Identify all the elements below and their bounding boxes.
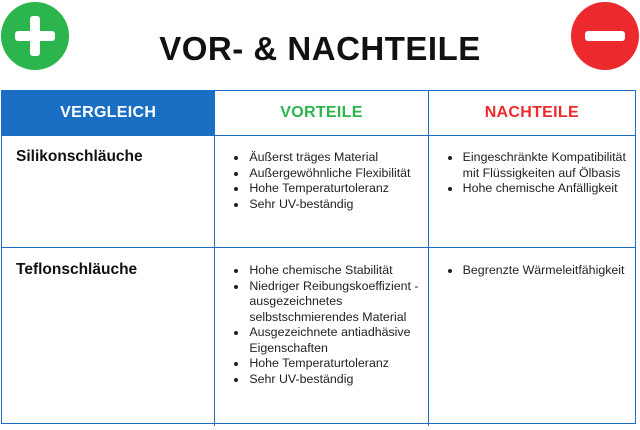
list-item: Ausgezeichnete antiadhäsive Eigenschaften bbox=[233, 325, 423, 356]
header-cons bbox=[428, 91, 635, 135]
list-item: Begrenzte Wärmeleitfähigkeit bbox=[447, 263, 631, 279]
pros-list bbox=[233, 150, 423, 212]
header-pros bbox=[214, 91, 427, 135]
header-cons-label: NACHTEILE bbox=[484, 104, 579, 121]
list-item: Äußerst träges Material bbox=[233, 150, 423, 166]
list-item: Niedriger Reibungskoeffizient - ausgezeichnetes selbstschmierendes Material bbox=[233, 279, 423, 326]
list-item: Sehr UV-beständig bbox=[233, 372, 423, 388]
header-pros-label: VORTEILE bbox=[280, 104, 363, 121]
list-item: Außergewöhnliche Flexibilität bbox=[233, 166, 423, 182]
comparison-table bbox=[1, 90, 636, 424]
list-item: Hohe chemische Stabilität bbox=[233, 263, 423, 279]
row-label: Teflonschläuche bbox=[16, 261, 138, 278]
cons-list bbox=[447, 150, 631, 197]
header-compare-label: VERGLEICH bbox=[60, 104, 157, 121]
table-row bbox=[2, 135, 635, 248]
page-title: VOR- & NACHTEILE bbox=[159, 30, 481, 67]
list-item: Hohe chemische Anfälligkeit bbox=[447, 181, 631, 197]
cons-list bbox=[447, 263, 631, 279]
list-item: Hohe Temperaturtoleranz bbox=[233, 356, 423, 372]
row-label: Silikonschläuche bbox=[16, 148, 143, 165]
list-item: Sehr UV-beständig bbox=[233, 197, 423, 213]
list-item: Eingeschränkte Kompatibilität mit Flüssigkeiten auf Ölbasis bbox=[447, 150, 631, 181]
table-row bbox=[2, 247, 635, 426]
list-item: Hohe Temperaturtoleranz bbox=[233, 181, 423, 197]
table-header-row bbox=[2, 91, 635, 135]
pros-list bbox=[233, 263, 423, 387]
header-compare bbox=[2, 91, 214, 135]
